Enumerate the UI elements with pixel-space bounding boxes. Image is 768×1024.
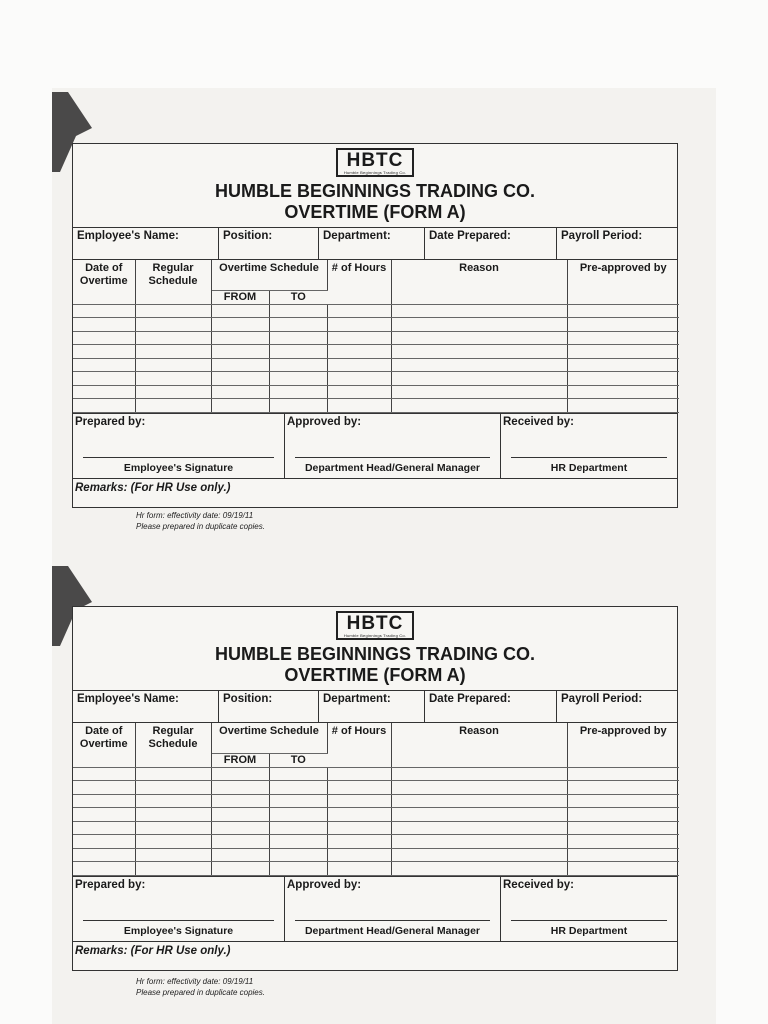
department-field[interactable]: Department:: [319, 228, 425, 259]
table-cell[interactable]: [391, 808, 567, 822]
form-title: OVERTIME (FORM A): [284, 665, 466, 685]
col-pre-approved-by: Pre-approved by: [567, 723, 679, 767]
table-cell[interactable]: [135, 767, 211, 781]
table-cell[interactable]: [73, 835, 135, 849]
form-header: [73, 144, 677, 228]
received-by-label: Received by:: [503, 415, 574, 428]
table-cell[interactable]: [327, 862, 391, 876]
table-cell[interactable]: [567, 385, 679, 399]
table-cell[interactable]: [391, 331, 567, 345]
col-from: FROM: [211, 753, 269, 767]
table-cell[interactable]: [135, 862, 211, 876]
prepared-by-cell[interactable]: [73, 877, 285, 941]
table-cell[interactable]: [567, 372, 679, 386]
prepared-by-label: Prepared by:: [75, 415, 146, 428]
signature-row: [73, 876, 677, 942]
table-cell[interactable]: [269, 372, 327, 386]
table-row: [73, 767, 679, 781]
table-cell[interactable]: [211, 331, 269, 345]
approved-by-cell[interactable]: [285, 877, 501, 941]
table-cell[interactable]: [269, 399, 327, 413]
remarks-field[interactable]: Remarks: (For HR Use only.): [75, 481, 231, 494]
table-cell[interactable]: [73, 331, 135, 345]
table-cell[interactable]: [391, 345, 567, 359]
table-cell[interactable]: [567, 821, 679, 835]
table-cell[interactable]: [391, 399, 567, 413]
table-cell[interactable]: [135, 835, 211, 849]
table-cell[interactable]: [327, 358, 391, 372]
col-date-of-overtime: Date of Overtime: [73, 723, 135, 767]
table-cell[interactable]: [135, 399, 211, 413]
table-cell[interactable]: [327, 821, 391, 835]
table-cell[interactable]: [327, 399, 391, 413]
table-cell[interactable]: [391, 767, 567, 781]
table-cell[interactable]: [269, 358, 327, 372]
table-cell[interactable]: [211, 835, 269, 849]
table-cell[interactable]: [211, 345, 269, 359]
table-cell[interactable]: [135, 372, 211, 386]
table-cell[interactable]: [211, 767, 269, 781]
table-row: [73, 848, 679, 862]
table-cell[interactable]: [567, 781, 679, 795]
table-cell[interactable]: [73, 821, 135, 835]
date-prepared-field[interactable]: Date Prepared:: [425, 228, 557, 259]
table-cell[interactable]: [73, 358, 135, 372]
table-cell[interactable]: [211, 848, 269, 862]
table-cell[interactable]: [135, 304, 211, 318]
table-row: [73, 345, 679, 359]
table-cell[interactable]: [327, 304, 391, 318]
signature-line: [83, 920, 274, 921]
table-cell[interactable]: [567, 358, 679, 372]
info-row: [73, 228, 677, 260]
table-cell[interactable]: [135, 331, 211, 345]
table-cell[interactable]: [269, 808, 327, 822]
table-cell[interactable]: [211, 781, 269, 795]
form-header: [73, 607, 677, 691]
col-to: TO: [269, 290, 327, 304]
prepared-by-cell[interactable]: [73, 414, 285, 478]
table-cell[interactable]: [567, 835, 679, 849]
table-row: [73, 794, 679, 808]
signature-row: [73, 413, 677, 479]
department-field[interactable]: Department:: [319, 691, 425, 722]
approved-by-label: Approved by:: [287, 415, 362, 428]
table-cell[interactable]: [391, 318, 567, 332]
signature-line: [295, 920, 490, 921]
table-cell[interactable]: [135, 794, 211, 808]
overtime-table: [73, 260, 679, 413]
footnote-line-2: Please prepared in duplicate copies.: [136, 988, 265, 997]
table-cell[interactable]: [567, 345, 679, 359]
footnote-line-1: Hr form: effectivity date: 09/19/11: [136, 511, 254, 520]
table-cell[interactable]: [73, 345, 135, 359]
table-cell[interactable]: [327, 385, 391, 399]
col-date-of-overtime: Date of Overtime: [73, 260, 135, 304]
received-by-cell[interactable]: [501, 877, 677, 941]
signature-line: [511, 920, 667, 921]
table-cell[interactable]: [391, 385, 567, 399]
table-cell[interactable]: [391, 358, 567, 372]
table-cell[interactable]: [211, 862, 269, 876]
col-reason: Reason: [391, 260, 567, 304]
prepared-by-label: Prepared by:: [75, 878, 146, 891]
table-cell[interactable]: [567, 318, 679, 332]
table-cell[interactable]: [73, 862, 135, 876]
employee-name-field[interactable]: Employee's Name:: [73, 691, 219, 722]
table-cell[interactable]: [327, 767, 391, 781]
company-name: HUMBLE BEGINNINGS TRADING CO.: [214, 644, 535, 664]
table-cell[interactable]: [73, 808, 135, 822]
overtime-table: [73, 723, 679, 876]
table-cell[interactable]: [269, 385, 327, 399]
col-pre-approved-by: Pre-approved by: [567, 260, 679, 304]
date-prepared-field[interactable]: Date Prepared:: [425, 691, 557, 722]
table-row: [73, 781, 679, 795]
table-cell[interactable]: [135, 781, 211, 795]
table-cell[interactable]: [135, 318, 211, 332]
col-reason: Reason: [391, 723, 567, 767]
form-title: OVERTIME (FORM A): [284, 202, 466, 222]
table-cell[interactable]: [211, 385, 269, 399]
hr-department-caption: HR Department: [550, 461, 628, 474]
table-cell[interactable]: [391, 304, 567, 318]
company-name: HUMBLE BEGINNINGS TRADING CO.: [214, 181, 535, 201]
table-row: [73, 821, 679, 835]
table-row: [73, 372, 679, 386]
table-cell[interactable]: [135, 848, 211, 862]
table-cell[interactable]: [135, 808, 211, 822]
table-row: [73, 331, 679, 345]
table-cell[interactable]: [73, 318, 135, 332]
table-cell[interactable]: [269, 318, 327, 332]
department-head-caption: Department Head/General Manager: [304, 924, 481, 937]
table-cell[interactable]: [135, 821, 211, 835]
col-to: TO: [269, 753, 327, 767]
table-cell[interactable]: [327, 781, 391, 795]
table-row: [73, 862, 679, 876]
table-cell[interactable]: [73, 848, 135, 862]
table-cell[interactable]: [73, 399, 135, 413]
col-regular-schedule: Regular Schedule: [135, 723, 211, 767]
table-cell[interactable]: [327, 794, 391, 808]
table-cell[interactable]: [135, 345, 211, 359]
table-cell[interactable]: [269, 848, 327, 862]
overtime-form-1: [72, 143, 678, 508]
table-row: [73, 318, 679, 332]
table-cell[interactable]: [391, 781, 567, 795]
logo-text: HBTC: [346, 150, 404, 171]
payroll-period-field[interactable]: Payroll Period:: [561, 693, 643, 705]
table-cell[interactable]: [567, 331, 679, 345]
table-row: [73, 304, 679, 318]
hr-department-caption: HR Department: [550, 924, 628, 937]
table-row: [73, 385, 679, 399]
table-cell[interactable]: [567, 808, 679, 822]
table-cell[interactable]: [327, 848, 391, 862]
col-regular-schedule: Regular Schedule: [135, 260, 211, 304]
table-cell[interactable]: [327, 318, 391, 332]
table-cell[interactable]: [73, 781, 135, 795]
table-cell[interactable]: [567, 399, 679, 413]
logo-subtext: Humble Beginnings Trading Co.: [343, 633, 407, 638]
signature-line: [295, 457, 490, 458]
table-cell[interactable]: [269, 794, 327, 808]
table-cell[interactable]: [327, 331, 391, 345]
table-cell[interactable]: [135, 358, 211, 372]
table-cell[interactable]: [567, 304, 679, 318]
table-cell[interactable]: [73, 372, 135, 386]
col-overtime-schedule: Overtime Schedule: [211, 260, 327, 290]
table-cell[interactable]: [211, 821, 269, 835]
table-cell[interactable]: [211, 304, 269, 318]
overtime-form-2: [72, 606, 678, 971]
table-cell[interactable]: [135, 385, 211, 399]
table-cell[interactable]: [269, 862, 327, 876]
table-cell[interactable]: [269, 345, 327, 359]
approved-by-cell[interactable]: [285, 414, 501, 478]
table-cell[interactable]: [567, 794, 679, 808]
table-cell[interactable]: [211, 318, 269, 332]
table-cell[interactable]: [567, 767, 679, 781]
form-footnote: [136, 976, 265, 998]
table-cell[interactable]: [391, 835, 567, 849]
table-cell[interactable]: [327, 372, 391, 386]
table-cell[interactable]: [567, 848, 679, 862]
table-cell[interactable]: [567, 862, 679, 876]
received-by-label: Received by:: [503, 878, 574, 891]
remarks-field[interactable]: Remarks: (For HR Use only.): [75, 944, 231, 957]
table-cell[interactable]: [327, 835, 391, 849]
table-cell[interactable]: [211, 399, 269, 413]
hbtc-logo: [336, 611, 414, 640]
employee-name-field[interactable]: Employee's Name:: [73, 228, 219, 259]
payroll-period-field[interactable]: Payroll Period:: [561, 230, 643, 242]
department-head-caption: Department Head/General Manager: [304, 461, 481, 474]
table-row: [73, 835, 679, 849]
table-cell[interactable]: [327, 808, 391, 822]
col-num-hours: # of Hours: [327, 260, 391, 304]
logo-subtext: Humble Beginnings Trading Co.: [343, 170, 407, 175]
signature-line: [83, 457, 274, 458]
table-cell[interactable]: [391, 821, 567, 835]
table-row: [73, 808, 679, 822]
table-cell[interactable]: [73, 767, 135, 781]
position-field[interactable]: Position:: [219, 228, 319, 259]
table-cell[interactable]: [391, 794, 567, 808]
footnote-line-1: Hr form: effectivity date: 09/19/11: [136, 977, 254, 986]
table-cell[interactable]: [391, 372, 567, 386]
table-cell[interactable]: [269, 835, 327, 849]
logo-text: HBTC: [346, 613, 404, 634]
info-row: [73, 691, 677, 723]
table-cell[interactable]: [73, 385, 135, 399]
table-cell[interactable]: [73, 304, 135, 318]
approved-by-label: Approved by:: [287, 878, 362, 891]
table-cell[interactable]: [269, 304, 327, 318]
employee-signature-caption: Employee's Signature: [123, 924, 234, 937]
col-num-hours: # of Hours: [327, 723, 391, 767]
col-overtime-schedule: Overtime Schedule: [211, 723, 327, 753]
table-cell[interactable]: [269, 781, 327, 795]
table-cell[interactable]: [211, 808, 269, 822]
position-field[interactable]: Position:: [219, 691, 319, 722]
hbtc-logo: [336, 148, 414, 177]
table-cell[interactable]: [391, 862, 567, 876]
table-row: [73, 358, 679, 372]
table-cell[interactable]: [211, 794, 269, 808]
table-cell[interactable]: [211, 358, 269, 372]
table-cell[interactable]: [73, 794, 135, 808]
form-footnote: [136, 510, 265, 532]
table-cell[interactable]: [327, 345, 391, 359]
employee-signature-caption: Employee's Signature: [123, 461, 234, 474]
received-by-cell[interactable]: [501, 414, 677, 478]
footnote-line-2: Please prepared in duplicate copies.: [136, 522, 265, 531]
table-row: [73, 399, 679, 413]
table-cell[interactable]: [269, 331, 327, 345]
table-cell[interactable]: [269, 821, 327, 835]
col-from: FROM: [211, 290, 269, 304]
signature-line: [511, 457, 667, 458]
table-cell[interactable]: [211, 372, 269, 386]
table-cell[interactable]: [269, 767, 327, 781]
table-cell[interactable]: [391, 848, 567, 862]
